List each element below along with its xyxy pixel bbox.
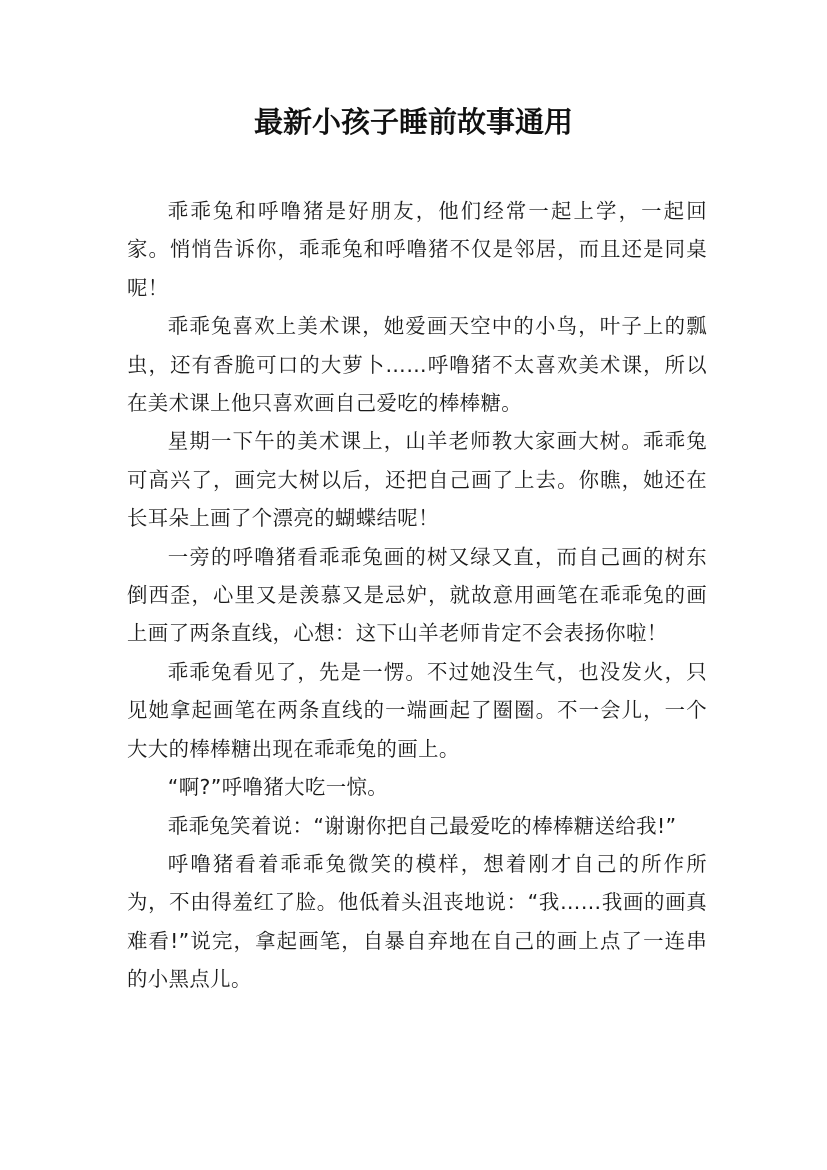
paragraph-4: 一旁的呼噜猪看乖乖兔画的树又绿又直，而自己画的树东倒西歪，心里又是羡慕又是忌妒，就故意用画笔在乖乖兔的画上画了两条直线，心想：这下山羊老师肯定不会表扬你啦！ bbox=[127, 544, 707, 646]
paragraph-2: 乖乖兔喜欢上美术课，她爱画天空中的小鸟，叶子上的瓢虫，还有香脆可口的大萝卜……呼噜猪不太喜欢美术课，所以在美术课上他只喜欢画自己爱吃的棒棒糖。 bbox=[127, 314, 707, 416]
paragraph-5: 乖乖兔看见了，先是一愣。不过她没生气，也没发火，只见她拿起画笔在两条直线的一端画起了圈圈。不一会儿，一个大大的棒棒糖出现在乖乖兔的画上。 bbox=[127, 659, 707, 761]
document-title: 最新小孩子睡前故事通用 bbox=[253, 105, 573, 139]
paragraph-6: “啊?”呼噜猪大吃一惊。 bbox=[167, 775, 389, 800]
paragraph-7: 乖乖兔笑着说：“谢谢你把自己最爱吃的棒棒糖送给我!” bbox=[167, 813, 677, 838]
document-body bbox=[127, 192, 707, 999]
paragraph-3: 星期一下午的美术课上，山羊老师教大家画大树。乖乖兔可高兴了，画完大树以后，还把自己画了上去。你瞧，她还在长耳朵上画了个漂亮的蝴蝶结呢！ bbox=[127, 429, 707, 531]
paragraph-1: 乖乖兔和呼噜猪是好朋友，他们经常一起上学，一起回家。悄悄告诉你，乖乖兔和呼噜猪不仅是邻居，而且还是同桌呢！ bbox=[127, 199, 707, 300]
paragraph-8: 呼噜猪看着乖乖兔微笑的模样，想着刚才自己的所作所为，不由得羞红了脸。他低着头沮丧地说：“我……我画的画真难看!”说完，拿起画笔，自暴自弃地在自己的画上点了一连串的小黑点儿。 bbox=[127, 851, 707, 992]
